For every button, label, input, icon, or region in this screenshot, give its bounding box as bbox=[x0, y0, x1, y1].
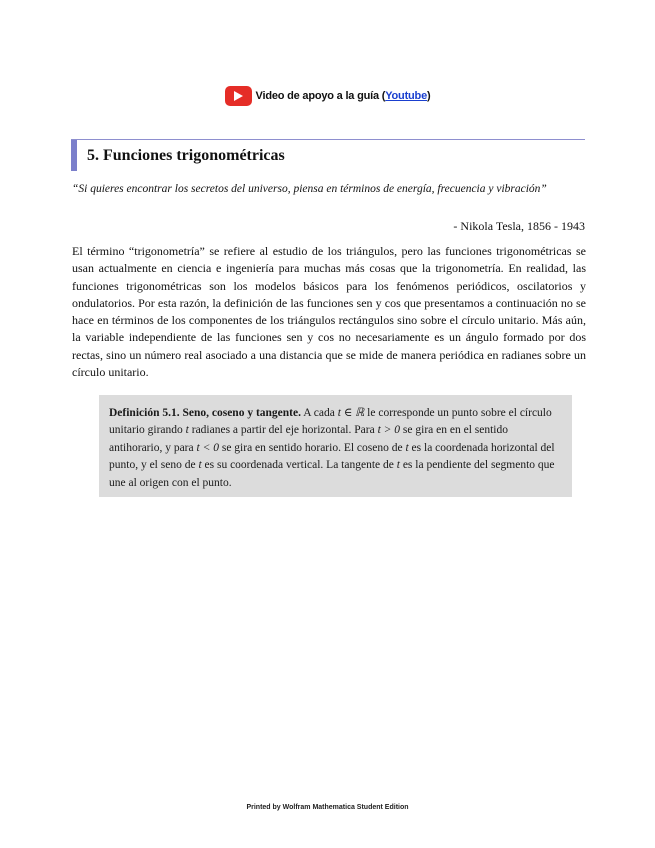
intro-paragraph: El término “trigonometría” se refiere al estudio de los triángulos, pero las funciones trigonométricas se usan actualmente en ciencia e ingeniería para muchas más cosas que la trigonometría. En realidad, las funciones trigonométricas son los modelos básicos para los fenómenos periódicos, oscilatorios y ondulatorios. Por esta razón, la definición de las funciones sen y cos que presentamos a continuación no se hace en términos de los componentes de los triángulos rectángulos sino sobre el círculo unitario. Más aún, la variable independiente de las funciones sen y cos no necesariamente es un ángulo formado por dos rectas, sino un número real asociado a una distancia que se mide de manera periódica en radianes sobre un círculo unitario. bbox=[72, 244, 586, 380]
print-footer: Printed by Wolfram Mathematica Student Edition bbox=[246, 804, 409, 811]
epigraph-author: - Nikola Tesla, 1856 - 1943 bbox=[453, 219, 585, 233]
section-title: 5. Funciones trigonométricas bbox=[87, 146, 285, 164]
section-header bbox=[71, 139, 585, 171]
video-label: Video de apoyo a la guía (Youtube) bbox=[255, 90, 431, 102]
definition-title: Definición 5.1. Seno, coseno y tangente. bbox=[109, 407, 301, 419]
section-accent-bar bbox=[71, 140, 77, 171]
video-support-row bbox=[0, 86, 655, 106]
youtube-link[interactable]: Youtube bbox=[385, 90, 427, 102]
math-t-in-reals: t ∈ ℝ bbox=[337, 407, 365, 419]
definition-box: Definición 5.1. Seno, coseno y tangente. A cada t ∈ ℝ le corresponde un punto sobre el círculo unitario girando t radianes a partir del eje horizontal. Para t > 0 se gira en en el sentido antihorario, y para t < 0 se gira en sentido horario. El coseno de t es la coordenada horizontal del punto, y el seno de t es su coordenada vertical. La tangente de t es la pendiente del segmento que une al origen con el punto. bbox=[99, 395, 572, 497]
epigraph-quote: “Si quieres encontrar los secretos del universo, piensa en términos de energía, frecuencia y vibración” bbox=[72, 183, 547, 195]
youtube-play-icon[interactable] bbox=[225, 86, 252, 106]
